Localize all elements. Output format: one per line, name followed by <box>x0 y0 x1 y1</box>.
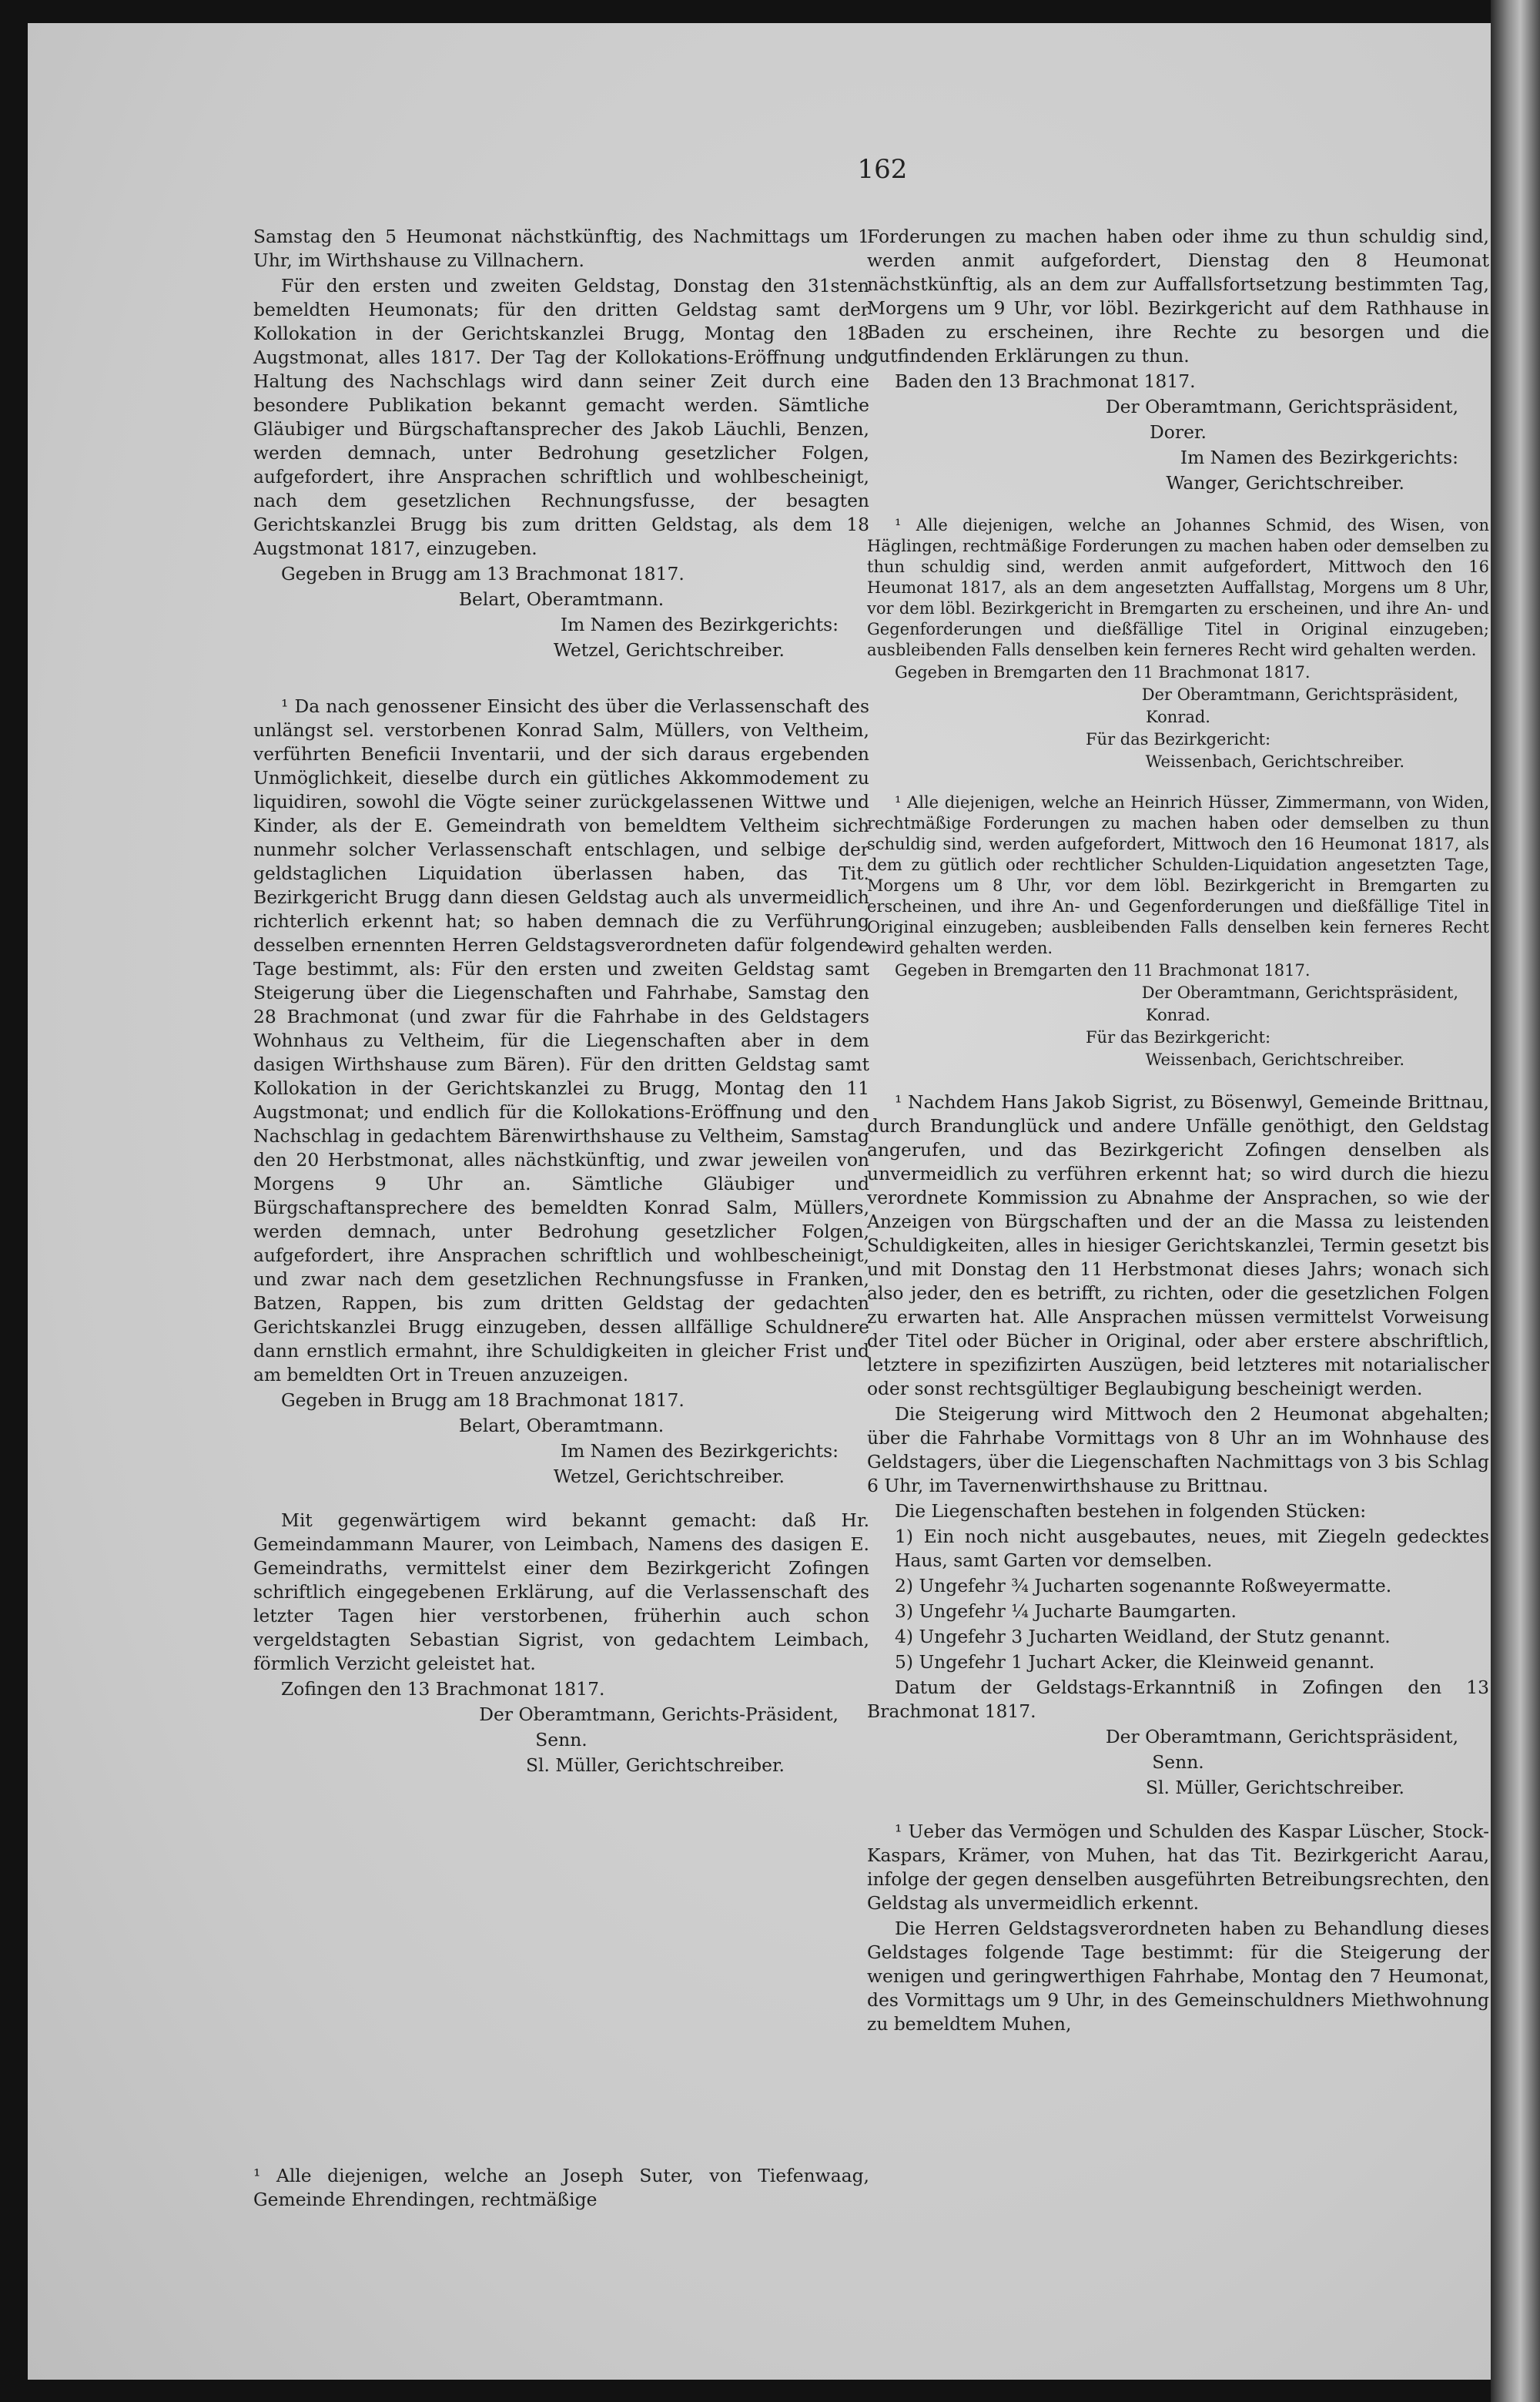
paragraph: Der Oberamtmann, Gerichtspräsident, <box>1105 396 1458 417</box>
paragraph: 5) Ungefehr 1 Juchart Acker, die Kleinweid genannt. <box>895 1651 1375 1673</box>
bottom-notice: ¹ Alle diejenigen, welche an Joseph Suter, von Tiefenwaag, Gemeinde Ehrendingen, rechtmäßige <box>253 2165 869 2210</box>
paragraph: Datum der Geldstags-Erkanntniß in Zofingen den 13 Brachmonat 1817. <box>867 1677 1489 1722</box>
paragraph: Sl. Müller, Gerichtschreiber. <box>526 1754 785 1776</box>
page-number: 162 <box>857 154 908 185</box>
paragraph: Wanger, Gerichtschreiber. <box>1166 472 1404 494</box>
scanned-page <box>28 23 1491 2380</box>
paragraph: Gegeben in Brugg am 18 Brachmonat 1817. <box>281 1389 685 1411</box>
paragraph: ¹ Alle diejenigen, welche an Johannes Schmid, des Wisen, von Häglingen, rechtmäßige Forderungen zu machen haben oder demselben zu thun schuldig sind, werden anmit aufgefordert, Mittwoch den 16 Heumonat 1817, als an dem angesetzten Auffallstag, Morgens um 8 Uhr, vor dem löbl. Bezirkgericht in Bremgarten zu erscheinen, und ihre An- und Gegenforderungen und dießfällige Titel in Original einzugeben; ausbleibenden Falls denselben kein ferneres Recht wird gehalten werden. <box>867 516 1489 659</box>
left-column <box>253 225 869 1779</box>
paragraph: Senn. <box>535 1729 588 1750</box>
paragraph: Baden den 13 Brachmonat 1817. <box>895 370 1196 392</box>
paragraph: Die Liegenschaften bestehen in folgenden Stücken: <box>895 1500 1367 1522</box>
paragraph: Für das Bezirkgericht: <box>1085 1028 1271 1047</box>
section-gap <box>253 664 869 695</box>
paragraph: Senn. <box>1152 1751 1204 1773</box>
paragraph: ¹ Alle diejenigen, welche an Heinrich Hüsser, Zimmermann, von Widen, rechtmäßige Forderungen zu machen haben oder demselben zu thun schuldig sind, werden aufgefordert, Mittwoch den 16 Heumonat 1817, als dem zu gütlich oder rechtlicher Schulden-Liquidation angesetzten Tage, Morgens um 8 Uhr, vor dem löbl. Bezirkgericht in Bremgarten zu erscheinen, und ihre An- und Gegenforderungen und dießfällige Titel in Original einzugeben; ausbleibenden Falls denselben kein ferneres Recht wird gehalten werden. <box>867 793 1489 957</box>
paragraph: Gegeben in Brugg am 13 Brachmonat 1817. <box>281 563 685 585</box>
right-column <box>867 225 1489 2038</box>
paragraph: Der Oberamtmann, Gerichtspräsident, <box>1141 685 1458 704</box>
paragraph: Gegeben in Bremgarten den 11 Brachmonat 1817. <box>895 961 1311 980</box>
paragraph: Forderungen zu machen haben oder ihme zu thun schuldig sind, werden anmit aufgefordert, Dienstag den 8 Heumonat nächstkünftig, als an dem zur Auffallsfortsetzung bestimmten Tag, Morgens um 9 Uhr, vor löbl. Bezirkgericht auf dem Rathhause in Baden zu erscheinen, ihre Rechte zu besorgen und die gutfindenden Erklärungen zu thun. <box>867 226 1489 367</box>
paragraph: Sl. Müller, Gerichtschreiber. <box>1146 1777 1404 1798</box>
paragraph: 3) Ungefehr ¼ Jucharte Baumgarten. <box>895 1600 1237 1622</box>
paragraph: Für das Bezirkgericht: <box>1085 730 1271 749</box>
paragraph: Zofingen den 13 Brachmonat 1817. <box>281 1678 605 1700</box>
page-edge-shadow <box>1491 0 1540 2402</box>
paragraph: 2) Ungefehr ¾ Jucharten sogenannte Roßweyermatte. <box>895 1575 1392 1596</box>
paragraph: Dorer. <box>1150 421 1207 443</box>
paragraph: Mit gegenwärtigem wird bekannt gemacht: daß Hr. Gemeindammann Maurer, von Leimbach, Namens des dasigen E. Gemeindraths, vermittelst einer dem Bezirkgericht Zofingen schriftlich eingegebenen Erklärung, auf die Verlassenschaft des letzter Tagen hier verstorbenen, früherhin auch schon vergeldstagten Sebastian Sigrist, von gedachtem Leimbach, förmlich Verzicht geleistet hat. <box>253 1509 869 1674</box>
paragraph: Belart, Oberamtmann. <box>458 588 665 610</box>
paragraph: Die Steigerung wird Mittwoch den 2 Heumonat abgehalten; über die Fahrhabe Vormittags von 8 Uhr an im Wohnhause des Geldstagers, über die Liegenschaften Nachmittags von 3 bis Schlag 6 Uhr, im Tavernenwirthshause zu Brittnau. <box>867 1403 1489 1496</box>
paragraph: Der Oberamtmann, Gerichtspräsident, <box>1141 983 1458 1002</box>
paragraph: Wetzel, Gerichtschreiber. <box>553 1466 785 1487</box>
paragraph: Gegeben in Bremgarten den 11 Brachmonat 1817. <box>895 663 1311 682</box>
section-gap <box>867 1801 1489 1820</box>
paragraph: Der Oberamtmann, Gerichts-Präsident, <box>479 1704 839 1725</box>
paragraph: 4) Ungefehr 3 Jucharten Weidland, der Stutz genannt. <box>895 1626 1391 1647</box>
paragraph: Konrad. <box>1146 708 1210 726</box>
paragraph: Für den ersten und zweiten Geldstag, Donstag den 31sten bemeldten Heumonats; für den dritten Geldstag samt der Kollokation in der Gerichtskanzlei Brugg, Montag den 18 Augstmonat, alles 1817. Der Tag der Kollokations-Eröffnung und Haltung des Nachschlags wird dann seiner Zeit durch eine besondere Publikation bekannt gemacht werden. Sämtliche Gläubiger und Bürgschaftansprecher des Jakob Läuchli, Benzen, werden demnach, unter Bedrohung gesetzlicher Folgen, aufgefordert, ihre Ansprachen schriftlich und wohlbescheinigt, nach dem gesetzlichen Rechnungsfusse, der besagten Gerichtskanzlei Brugg bis zum dritten Geldstag, als dem 18 Augstmonat 1817, einzugeben. <box>253 275 869 559</box>
paragraph: Weissenbach, Gerichtschreiber. <box>1145 752 1404 771</box>
section-gap <box>867 497 1489 515</box>
paragraph: ¹ Ueber das Vermögen und Schulden des Kaspar Lüscher, Stock-Kaspars, Krämer, von Muhen, hat das Tit. Bezirkgericht Aarau, infolge der gegen denselben ausgeführten Betreibungsrechten, den Geldstag als unvermeidlich erkennt. <box>867 1821 1489 1914</box>
paragraph: ¹ Nachdem Hans Jakob Sigrist, zu Bösenwyl, Gemeinde Brittnau, durch Brandunglück und andere Unfälle genöthigt, den Geldstag angerufen, und das Bezirkgericht Zofingen denselben als unvermeidlich zu verführen erkennt hat; so wird durch die hiezu verordnete Kommission zu Abnahme der Ansprachen, so wie der Anzeigen von Bürgschaften und der an die Massa zu leistenden Schuldigkeiten, alles in hiesiger Gerichtskanzlei, Termin gesetzt bis und mit Donstag den 11 Herbstmonat dieses Jahrs; wonach sich also jeder, den es betrifft, zu richten, oder die gesetzlichen Folgen zu erwarten hat. Alle Ansprachen müssen vermittelst Vorweisung der Titel oder Bücher in Original, oder aber erstere abschriftlich, letztere in spezifizirten Auszügen, beid letzteres mit notarialischer oder sonst rechtsgültiger Beglaubigung bescheinigt werden. <box>867 1091 1489 1399</box>
paragraph: 1) Ein noch nicht ausgebautes, neues, mit Ziegeln gedecktes Haus, samt Garten vor demselben. <box>895 1526 1489 1571</box>
paragraph: Im Namen des Bezirkgerichts: <box>1180 447 1458 468</box>
paragraph: Im Namen des Bezirkgerichts: <box>560 1440 839 1462</box>
paragraph: Samstag den 5 Heumonat nächstkünftig, des Nachmittags um 1 Uhr, im Wirthshause zu Villnachern. <box>253 226 869 271</box>
paragraph: Konrad. <box>1146 1006 1210 1024</box>
paragraph: Wetzel, Gerichtschreiber. <box>553 639 785 661</box>
paragraph: Belart, Oberamtmann. <box>458 1415 665 1436</box>
paragraph: Weissenbach, Gerichtschreiber. <box>1145 1050 1404 1069</box>
paragraph: Die Herren Geldstagsverordneten haben zu Behandlung dieses Geldstages folgende Tage bestimmt: für die Steigerung der wenigen und geringwerthigen Fahrhabe, Montag den 7 Heumonat, des Vormittags um 9 Uhr, in des Gemeinschuldners Miethwohnung zu bemeldtem Muhen, <box>867 1918 1489 2035</box>
paragraph: Der Oberamtmann, Gerichtspräsident, <box>1105 1726 1458 1747</box>
section-gap <box>867 774 1489 792</box>
paragraph: ¹ Da nach genossener Einsicht des über die Verlassenschaft des unlängst sel. verstorbenen Konrad Salm, Müllers, von Veltheim, verführten Beneficii Inventarii, und der sich daraus ergebenden Unmöglichkeit, dieselbe durch ein gütliches Akkommodement zu liquidiren, sowohl die Vögte seiner zurückgelassenen Wittwe und Kinder, als der E. Gemeindrath von bemeldtem Veltheim sich nunmehr solcher Verlassenschaft entschlagen, und selbige der geldstaglichen Liquidation überlassen haben, das Tit. Bezirkgericht Brugg dann diesen Geldstag auch als unvermeidlich richterlich erkennt hat; so haben demnach die zu Verführung desselben ernennten Herren Geldstagsverordneten dafür folgende Tage bestimmt, als: Für den ersten und zweiten Geldstag samt Steigerung über die Liegenschaften und Fahrhabe, Samstag den 28 Brachmonat (und zwar für die Fahrhabe in des Geldstagers Wohnhaus zu Veltheim, für die Liegenschaften aber in dem dasigen Wirthshause zum Bären). Für den dritten Geldstag samt Kollokation in der Gerichtskanzlei zu Brugg, Montag den 11 Augstmonat; und endlich für die Kollokations-Eröffnung und den Nachschlag in gedachtem Bärenwirthshause zu Veltheim, Samstag den 20 Herbstmonat, alles nächstkünftig, und zwar jeweilen von Morgens 9 Uhr an. Sämtliche Gläubiger und Bürgschaftansprechere des bemeldten Konrad Salm, Müllers, werden demnach, unter Bedrohung gesetzlicher Folgen, aufgefordert, ihre Ansprachen schriftlich und wohlbescheinigt, und zwar nach dem gesetzlichen Rechnungsfusse in Franken, Batzen, Rappen, bis zum dritten Geldstag der gedachten Gerichtskanzlei Brugg einzugeben, dessen allfällige Schuldnere dann ernstlich ermahnt, ihre Schuldigkeiten in gleicher Frist und am bemeldten Ort in Treuen anzuzeigen. <box>253 695 869 1385</box>
section-gap <box>253 1490 869 1509</box>
paragraph: Im Namen des Bezirkgerichts: <box>560 614 839 635</box>
section-gap <box>867 1072 1489 1090</box>
